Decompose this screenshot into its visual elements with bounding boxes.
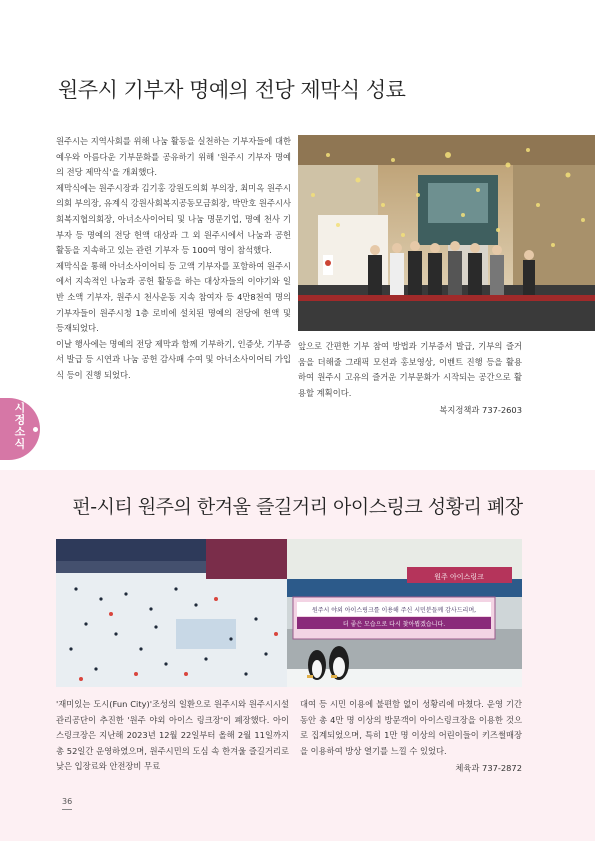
page-number: 36 [62, 797, 73, 806]
article1-paragraph: 제막식에는 원주시장과 김기홍 강원도의회 부의장, 최미옥 원주시의회 부의장, 유계식 강원사회복지공동모금회장, 박만호 원주시사회복지협의회장, 아너소사이어티 및 나눔 명문기업, 명예 천사 기부자 등 명예의 전당 헌액 대상과 그 외 원주시에서 나눔과 공헌 활동을 지속하고 있는 관련 기부자 등 100여 명이 참석했다. [56, 182, 291, 256]
banner-line-1: 원주시 야외 아이스링크를 이용해 주신 시민분들께 감사드리며, [311, 607, 477, 614]
article2-title: 펀-시티 원주의 한겨울 즐길거리 아이스링크 성황리 폐장 [72, 496, 523, 518]
side-tab-dot [33, 427, 38, 432]
article1-ceremony-photo [298, 135, 595, 331]
article2-continuation [300, 697, 522, 777]
article2-rink-banner-photo [287, 539, 522, 687]
article2-department-credit: 체육과 737-2872 [455, 763, 522, 774]
article2-closing-paragraph: 대여 등 시민 이용에 불편함 없이 성황리에 마쳤다. 운영 기간동안 총 4만 명 이상의 방문객이 아이스링크장을 이용한 것으로 집계되었으며, 특히 1만 명 이상의 어린이들이 키즈썰매장을 이용하여 방상 열기를 느낄 수 있었다. [300, 699, 522, 756]
article1-continuation [298, 339, 522, 419]
article1-paragraph: 제막식을 통해 아너소사이어티 등 고액 기부자를 포함하여 원주시에서 지속적인 나눔과 공헌 활동을 하는 대상자들의 이야기와 일반 소액 기부자, 원주시 천사운동 지속 참여자 등 4만8천여 명의 기부자들이 원주시청 1층 로비에 설치된 명예의 전당에 헌액 및 등재되었다. [56, 260, 291, 334]
article2-paragraph: '재미있는 도시(Fun City)'조성의 일환으로 원주시와 원주시시설관리공단이 추진한 '원주 야외 아이스 링크장'이 폐장했다. 아이스링크장은 지난해 2023년 12월 22일부터 올해 2월 11일까지 총 52일간 운영하였으며, 원주시민의 도심 속 한겨울 즐길거리로 낮은 입장료와 안전장비 무료 [56, 699, 289, 772]
banner-line-2: 더 좋은 모습으로 다시 찾아뵙겠습니다. [342, 621, 446, 628]
page-number-rule [62, 809, 72, 810]
rink-sign-text: 원주 아이스링크 [434, 573, 484, 581]
article1-department-credit: 복지정책과 737-2603 [439, 405, 522, 416]
article1-title: 원주시 기부자 명예의 전당 제막식 성료 [58, 78, 406, 102]
rink-banner-illustration [287, 539, 522, 687]
article1-closing-paragraph: 앞으로 간편한 기부 참여 방법과 기부증서 발급, 기부의 즐거움을 더해줄 그래픽 모션과 홍보영상, 이벤트 진행 등을 활용하여 원주시 고유의 즐거운 기부문화가 시작되는 공간으로 활용할 계획이다. [298, 341, 522, 398]
article1-paragraph: 이날 행사에는 명예의 전당 제막과 함께 기부하기, 인증샷, 기부증서 발급 등 시연과 나눔 공헌 감사패 수여 및 아너소사이어티 가입식 등이 진행 되었다. [56, 338, 291, 380]
article2-rink-aerial-photo [56, 539, 287, 687]
side-tab-label: 시정소식 [13, 402, 26, 450]
ceremony-photo-illustration [298, 135, 595, 331]
article1-paragraph: 원주시는 지역사회를 위해 나눔 활동을 실천하는 기부자들에 대한 예우와 아름다운 기부문화를 공유하기 위해 '원주시 기부자 명예의 전당 제막식'을 개최했다. [56, 136, 291, 178]
article2-body [56, 697, 289, 775]
rink-aerial-illustration [56, 539, 287, 687]
article1-body [56, 134, 291, 384]
